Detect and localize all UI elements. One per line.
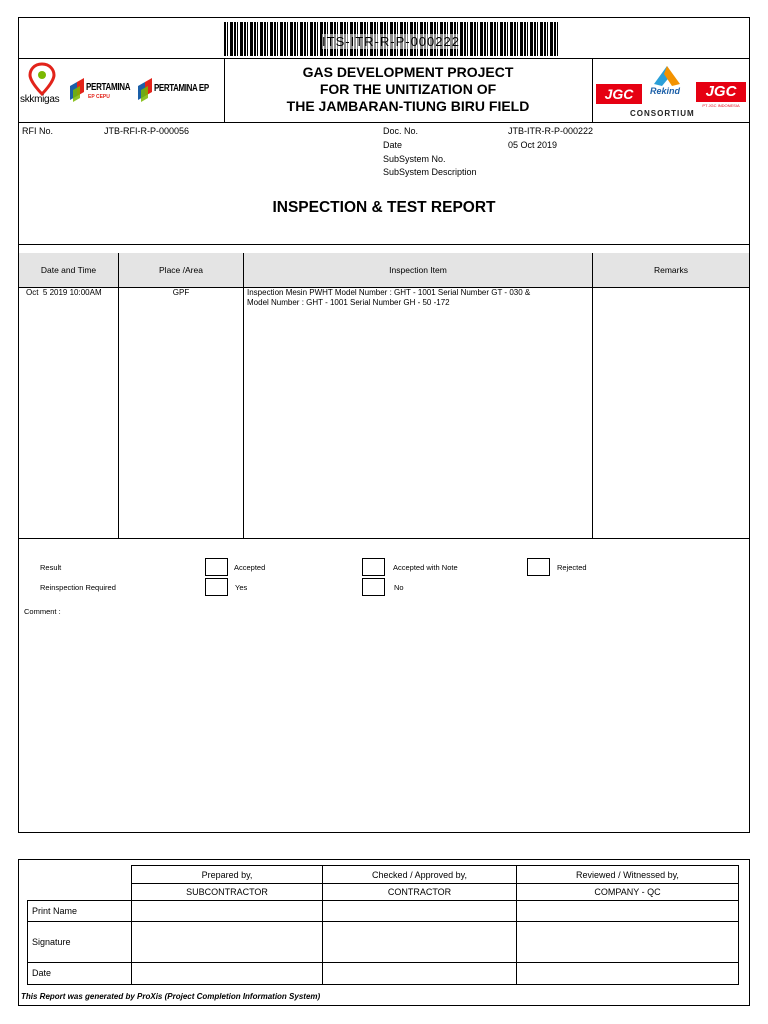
sig-bottom-line: [27, 984, 739, 985]
generated-by-footer: This Report was generated by ProXis (Project Completion Information System): [21, 992, 321, 1001]
print-name-label: Print Name: [32, 906, 78, 916]
project-title: [224, 64, 592, 120]
comment-label: Comment :: [24, 607, 61, 616]
result-label: Result: [40, 563, 62, 572]
sig-col-line-3: [516, 865, 517, 985]
date-label: Date: [383, 140, 403, 150]
comment-area[interactable]: [20, 618, 748, 830]
logo-jgc: [596, 84, 642, 104]
col-header-datetime: Date and Time: [19, 253, 119, 287]
accepted-label: Accepted: [234, 563, 266, 572]
header-divider-right: [592, 58, 593, 122]
col-header-place: Place /Area: [119, 253, 244, 287]
sig-header-bottom-line: [27, 900, 739, 901]
consortium-text: CONSORTIUM: [630, 109, 695, 118]
jgc-text: JGC: [604, 86, 634, 102]
logo-consortium: [594, 60, 748, 120]
accepted-checkbox[interactable]: [205, 558, 228, 576]
skkmigas-pin-icon: [20, 62, 64, 96]
report-title: INSPECTION & TEST REPORT: [272, 199, 496, 216]
subsystem-no-label: SubSystem No.: [383, 154, 446, 164]
logo-pertamina-ep: [136, 74, 222, 108]
row-place: GPF: [172, 288, 190, 297]
rekind-text: Rekind: [650, 86, 681, 96]
rekind-emblem-icon: [650, 62, 684, 88]
barcode-text: ITS-ITR-R-P-000222: [322, 34, 460, 49]
sig-row-line-1: [27, 921, 739, 922]
checked-approved-by-label: Checked / Approved by,: [372, 869, 467, 880]
pertamina-cepu-subtext: EP CEPU: [88, 94, 110, 100]
row-inspection-item-line-2: Model Number : GHT - 1001 Serial Number GH - 50 -172: [247, 298, 450, 307]
sig-col-line-1: [131, 865, 132, 985]
logo-pertamina-cepu: [68, 74, 132, 108]
table-col-line-3: [592, 253, 593, 539]
jgc-indonesia-text: JGC: [696, 82, 746, 102]
title-line-3: THE JAMBARAN-TIUNG BIRU FIELD: [286, 98, 530, 114]
pertamina-ep-text: PERTAMINA EP: [154, 81, 209, 94]
contractor-label: CONTRACTOR: [387, 887, 452, 897]
pertamina-cepu-text: PERTAMINA: [86, 80, 131, 93]
logo-jgc-indonesia: [696, 82, 746, 108]
header-top-line: [18, 58, 750, 59]
title-line-1: GAS DEVELOPMENT PROJECT: [302, 64, 514, 80]
pertamina-arrow-icon: [68, 76, 86, 102]
rejected-label: Rejected: [557, 563, 587, 572]
reinspection-no-label: No: [394, 583, 404, 592]
title-line-2: FOR THE UNITIZATION OF: [319, 81, 497, 97]
prepared-by-label: Prepared by,: [201, 869, 253, 880]
jgc-indonesia-subtext: PT JGC INDONESIA: [702, 103, 740, 108]
date-row-label: Date: [32, 968, 52, 978]
accepted-with-note-label: Accepted with Note: [393, 563, 458, 572]
company-qc-label: COMPANY - QC: [594, 887, 661, 897]
signature-label: Signature: [32, 937, 71, 947]
logo-skkmigas: [20, 62, 64, 110]
accepted-with-note-checkbox[interactable]: [362, 558, 385, 576]
reviewed-witnessed-by-label: Reviewed / Witnessed by,: [576, 869, 679, 880]
pertamina-ep-arrow-icon: [136, 76, 154, 102]
col-header-inspection-item: Inspection Item: [244, 253, 593, 287]
subcontractor-label: SUBCONTRACTOR: [186, 887, 268, 897]
reinspection-no-checkbox[interactable]: [362, 578, 385, 596]
date-value: 05 Oct 2019: [508, 140, 558, 150]
row-inspection-item-line-1: Inspection Mesin PWHT Model Number : GHT - 1001 Serial Number GT - 030 &: [247, 288, 531, 297]
doc-no-label: Doc. No.: [383, 126, 419, 136]
subsystem-description-label: SubSystem Description: [383, 167, 477, 177]
info-bottom-line: [18, 244, 750, 245]
reinspection-yes-label: Yes: [235, 583, 248, 592]
doc-no-value: JTB-ITR-R-P-000222: [508, 126, 594, 136]
reinspection-yes-checkbox[interactable]: [205, 578, 228, 596]
reinspection-label: Reinspection Required: [40, 583, 116, 592]
sig-col-line-2: [322, 865, 323, 985]
sig-left-line: [27, 900, 28, 985]
sig-right-line: [738, 865, 739, 985]
col-header-remarks: Remarks: [593, 253, 749, 287]
row-datetime: Oct 5 2019 10:00AM: [26, 288, 102, 297]
rejected-checkbox[interactable]: [527, 558, 550, 576]
sig-row-line-2: [27, 962, 739, 963]
table-col-line-2: [243, 253, 244, 539]
header-bottom-line: [18, 122, 750, 123]
rfi-label: RFI No.: [22, 126, 54, 136]
skkmigas-text: skkmigas: [20, 94, 60, 105]
rfi-value: JTB-RFI-R-P-000056: [104, 126, 190, 136]
